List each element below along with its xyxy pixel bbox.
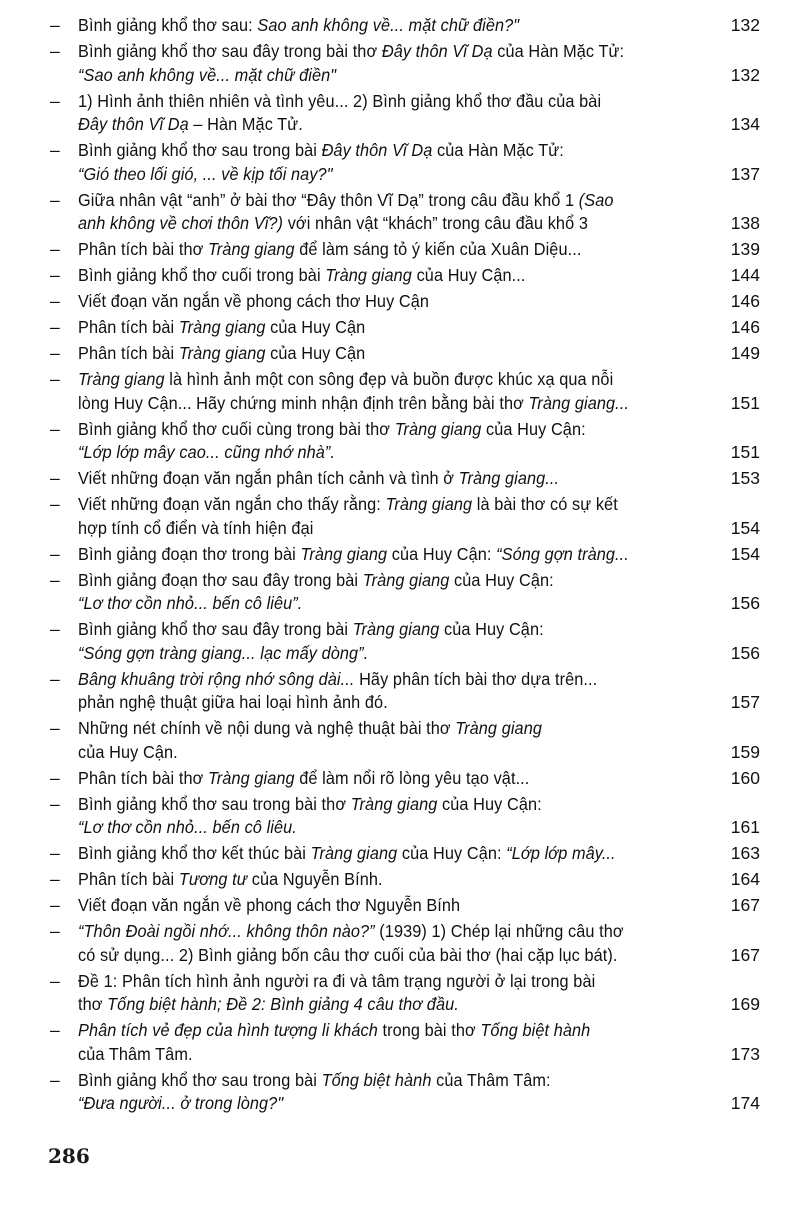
text-segment: Phân tích bài (78, 343, 179, 363)
toc-entry-page: 146 (730, 291, 760, 311)
toc-entry (50, 569, 760, 616)
toc-entry-title (78, 342, 681, 366)
text-segment: Bình giảng khổ thơ sau đây trong bài thơ (78, 41, 382, 61)
toc-entry (50, 238, 760, 262)
toc-entry (50, 90, 760, 137)
toc-entry-page: 157 (730, 692, 760, 712)
toc-entry-title (78, 493, 681, 540)
toc-entry (50, 842, 760, 866)
bullet-dash: – (50, 1020, 60, 1040)
italic-title-segment: Tống biệt hành; Đề 2: Bình giảng 4 câu thơ đầu. (107, 994, 459, 1014)
text-segment: Bình giảng khổ thơ kết thúc bài (78, 843, 311, 863)
toc-entry-page: 132 (730, 64, 760, 85)
toc-entry-page: 138 (730, 213, 760, 233)
italic-title-segment: Tràng giang (350, 793, 438, 814)
text-segment: Những nét chính về nội dung và nghệ thuật bài thơ (78, 718, 456, 738)
toc-entry-title (78, 14, 681, 38)
toc-entry-title (78, 40, 681, 87)
italic-title-segment: Sao anh không về... mặt chữ điền?" (257, 15, 520, 35)
italic-title-segment: “Đưa người... ở trong lòng?" (78, 1093, 284, 1113)
toc-entry-page: 169 (730, 994, 760, 1014)
toc-entry-page: 139 (730, 239, 760, 259)
text-segment: trong bài thơ (377, 1020, 481, 1040)
text-segment: là bài thơ có sự kết (472, 494, 618, 514)
text-segment: với nhân vật “khách” trong câu đầu khổ 3 (283, 213, 588, 233)
toc-entry (50, 493, 760, 540)
bullet-dash: – (50, 41, 60, 61)
text-segment: là hình ảnh một con sông đẹp và buồn được khúc xạ qua nỗi (164, 369, 614, 389)
toc-entry-title (78, 467, 681, 491)
toc-entry (50, 868, 760, 892)
text-segment: Phân tích bài thơ (78, 239, 208, 259)
toc-entry (50, 467, 760, 491)
text-segment: hợp tính cổ điển và tính hiện đại (78, 517, 314, 538)
italic-title-segment: Tràng giang (325, 265, 412, 285)
toc-entry-title (78, 90, 681, 137)
italic-title-segment: “Sóng gợn tràng giang... lạc mấy dòng”. (78, 642, 369, 663)
toc-entry-page: 144 (730, 265, 760, 285)
text-segment: Phân tích bài thơ (78, 767, 208, 788)
toc-entry-title (78, 543, 681, 567)
text-segment: Phân tích bài (78, 869, 179, 889)
toc-entry-page: 167 (730, 895, 760, 915)
text-segment: để làm nổi rõ lòng yêu tạo vật... (294, 767, 530, 788)
toc-entry (50, 668, 760, 715)
toc-entry-page: 161 (730, 817, 760, 837)
bullet-dash: – (50, 895, 60, 915)
toc-entry-title (78, 793, 681, 840)
italic-title-segment: “Sao anh không về... mặt chữ điền" (78, 64, 337, 85)
toc-entry-page: 156 (730, 593, 760, 613)
toc-entry-page: 134 (730, 114, 760, 134)
italic-title-segment: (Sao (578, 189, 614, 210)
toc-entry (50, 618, 760, 665)
toc-entry-page: 137 (730, 163, 760, 184)
text-segment: của Huy Cận. (78, 741, 178, 762)
bullet-dash: – (50, 418, 60, 439)
toc-entry-title (78, 920, 681, 967)
italic-title-segment: Đây thôn Vĩ Dạ (381, 41, 493, 61)
toc-entry-title (78, 894, 681, 918)
toc-entry-title (78, 1019, 681, 1066)
text-segment: Viết đoạn văn ngắn về phong cách thơ Huy Cận (78, 291, 430, 311)
bullet-dash: – (50, 718, 60, 738)
toc-entry-title (78, 238, 681, 262)
toc-entry (50, 767, 760, 791)
bullet-dash: – (50, 494, 60, 514)
bullet-dash: – (50, 239, 60, 259)
text-segment: của Hàn Mặc Tử: (432, 140, 564, 160)
toc-entry-title (78, 767, 681, 791)
bullet-dash: – (50, 15, 60, 35)
toc-entry (50, 40, 760, 87)
toc-entry-page: 173 (730, 1043, 760, 1064)
toc-entry (50, 368, 760, 415)
italic-title-segment: “Lớp lớp mây... (506, 843, 616, 863)
toc-entry (50, 717, 760, 764)
text-segment: thơ (78, 994, 108, 1014)
toc-entry-page: 149 (730, 343, 760, 363)
toc-entry (50, 920, 760, 967)
text-segment: (1939) 1) Chép lại những câu thơ (374, 921, 624, 941)
italic-title-segment: Tràng giang (385, 494, 473, 514)
bullet-dash: – (50, 140, 60, 160)
text-segment: Viết những đoạn văn ngắn phân tích cảnh và tình ở (78, 468, 459, 488)
text-segment: của Huy Cận: (437, 793, 542, 814)
toc-entry-page: 153 (730, 468, 760, 488)
table-of-contents (50, 14, 760, 1118)
bullet-dash: – (50, 468, 60, 488)
text-segment: của Huy Cận: (387, 543, 497, 564)
italic-title-segment: Tràng giang (300, 543, 388, 564)
text-segment: của Huy Cận (265, 343, 366, 363)
bullet-dash: – (50, 970, 60, 991)
toc-entry-page: 174 (730, 1093, 760, 1113)
toc-entry-title (78, 189, 681, 236)
toc-entry-title (78, 290, 681, 314)
text-segment: Phân tích bài (78, 317, 179, 337)
toc-entry-page: 154 (730, 543, 760, 564)
text-segment: có sử dụng... 2) Bình giảng bốn câu thơ cuối của bài thơ (hai cặp lục bát). (78, 944, 618, 965)
toc-entry (50, 793, 760, 840)
italic-title-segment: Tràng giang (178, 343, 266, 363)
bullet-dash: – (50, 189, 60, 210)
toc-entry (50, 1069, 760, 1116)
italic-title-segment: anh không về chơi thôn Vĩ?) (78, 213, 284, 233)
toc-entry-page: 164 (730, 869, 760, 889)
italic-title-segment: “Thôn Đoài ngồi nhớ... không thôn nào?” (78, 921, 375, 941)
toc-entry-title (78, 316, 681, 340)
toc-entry-page: 146 (730, 317, 760, 337)
italic-title-segment: Tràng giang (362, 569, 450, 590)
bullet-dash: – (50, 869, 60, 889)
italic-title-segment: Tràng giang (310, 843, 398, 863)
toc-entry-page: 154 (730, 517, 760, 538)
text-segment: của Huy Cận: (449, 569, 554, 590)
bullet-dash: – (50, 793, 60, 814)
toc-entry (50, 1019, 760, 1066)
text-segment: Bình giảng đoạn thơ sau đây trong bài (78, 569, 363, 590)
toc-entry (50, 342, 760, 366)
bullet-dash: – (50, 265, 60, 285)
text-segment: – Hàn Mặc Tử. (188, 114, 303, 134)
page-number: 286 (48, 1144, 90, 1168)
text-segment: Viết đoạn văn ngắn về phong cách thơ Nguyễn Bính (78, 895, 461, 915)
italic-title-segment: Tràng giang (394, 418, 482, 439)
italic-title-segment: Tràng giang (78, 369, 165, 389)
text-segment: Đề 1: Phân tích hình ảnh người ra đi và tâm trạng người ở lại trong bài (78, 970, 596, 991)
bullet-dash: – (50, 317, 60, 337)
italic-title-segment: “Gió theo lối gió, ... về kịp tối nay?" (78, 163, 333, 184)
text-segment: Bình giảng khổ thơ cuối trong bài (78, 265, 326, 285)
bullet-dash: – (50, 343, 60, 363)
italic-title-segment: Đây thôn Vĩ Dạ (321, 140, 433, 160)
toc-entry (50, 418, 760, 465)
text-segment: của Huy Cận: (439, 619, 544, 639)
text-segment: Bình giảng khổ thơ sau trong bài (78, 140, 322, 160)
text-segment: của Hàn Mặc Tử: (492, 41, 625, 61)
toc-entry-title (78, 368, 681, 415)
toc-entry (50, 264, 760, 288)
toc-entry (50, 14, 760, 38)
italic-title-segment: Tràng giang (178, 317, 266, 337)
italic-title-segment: “Sóng gợn tràng... (496, 543, 629, 564)
toc-entry-title (78, 717, 681, 764)
text-segment: của Thâm Tâm: (431, 1069, 551, 1090)
bullet-dash: – (50, 291, 60, 311)
text-segment: Viết những đoạn văn ngắn cho thấy rằng: (78, 494, 386, 514)
italic-title-segment: Tràng giang (207, 767, 295, 788)
text-segment: Giữa nhân vật “anh” ở bài thơ “Đây thôn Vĩ Dạ” trong câu đầu khổ 1 (78, 189, 579, 210)
bullet-dash: – (50, 90, 60, 111)
bullet-dash: – (50, 543, 60, 564)
text-segment: Bình giảng khổ thơ sau trong bài thơ (78, 793, 351, 814)
bullet-dash: – (50, 767, 60, 788)
toc-entry-page: 163 (730, 843, 760, 863)
italic-title-segment: Tống biệt hành (321, 1069, 432, 1090)
text-segment: của Huy Cận: (481, 418, 586, 439)
bullet-dash: – (50, 619, 60, 639)
italic-title-segment: Đây thôn Vĩ Dạ (78, 114, 189, 134)
toc-entry-page: 160 (730, 767, 760, 788)
italic-title-segment: Tràng giang... (528, 392, 630, 413)
text-segment: để làm sáng tỏ ý kiến của Xuân Diệu... (294, 239, 582, 259)
toc-entry-title (78, 569, 681, 616)
toc-entry-title (78, 418, 681, 465)
toc-entry (50, 543, 760, 567)
toc-entry (50, 970, 760, 1017)
italic-title-segment: Tống biệt hành (480, 1020, 591, 1040)
bullet-dash: – (50, 569, 60, 590)
bullet-dash: – (50, 921, 60, 941)
italic-title-segment: Tràng giang... (458, 468, 560, 488)
toc-entry-page: 132 (730, 15, 760, 35)
toc-entry-page: 151 (730, 442, 760, 462)
text-segment: của Huy Cận... (411, 265, 526, 285)
text-segment: của Nguyễn Bính. (247, 869, 383, 889)
toc-entry (50, 189, 760, 236)
italic-title-segment: Tương tư (178, 869, 248, 889)
italic-title-segment: Phân tích vẻ đẹp của hình tượng li khách (78, 1020, 378, 1040)
toc-entry-title (78, 618, 681, 665)
text-segment: Bình giảng khổ thơ sau trong bài (78, 1069, 322, 1090)
toc-entry-page: 167 (730, 944, 760, 965)
text-segment: Bình giảng đoạn thơ trong bài (78, 543, 301, 564)
toc-entry-page: 159 (730, 741, 760, 762)
toc-entry-title (78, 1069, 681, 1116)
italic-title-segment: Tràng giang (455, 718, 542, 738)
toc-entry-title (78, 970, 681, 1017)
text-segment: của Thâm Tâm. (78, 1043, 193, 1064)
toc-entry-title (78, 139, 681, 186)
italic-title-segment: “Lơ thơ cồn nhỏ... bến cô liêu”. (78, 593, 303, 613)
text-segment: của Huy Cận: (397, 843, 507, 863)
text-segment: 1) Hình ảnh thiên nhiên và tình yêu... 2) Bình giảng khổ thơ đầu của bài (78, 90, 602, 111)
bullet-dash: – (50, 843, 60, 863)
toc-entry (50, 139, 760, 186)
bullet-dash: – (50, 668, 60, 689)
toc-entry (50, 316, 760, 340)
text-segment: Bình giảng khổ thơ sau: (78, 15, 258, 35)
bullet-dash: – (50, 1069, 60, 1090)
toc-entry (50, 894, 760, 918)
toc-entry-page: 156 (730, 642, 760, 663)
toc-entry-page: 151 (730, 392, 760, 413)
text-segment: Bình giảng khổ thơ cuối cùng trong bài thơ (78, 418, 395, 439)
italic-title-segment: Bâng khuâng trời rộng nhớ sông dài... (78, 668, 355, 689)
text-segment: của Huy Cận (265, 317, 366, 337)
text-segment: lòng Huy Cận... Hãy chứng minh nhận định trên bằng bài thơ (78, 392, 529, 413)
text-segment: phản nghệ thuật giữa hai loại hình ảnh đó. (78, 692, 388, 712)
toc-entry-title (78, 842, 681, 866)
italic-title-segment: “Lớp lớp mây cao... cũng nhớ nhà”. (78, 442, 336, 462)
bullet-dash: – (50, 369, 60, 389)
italic-title-segment: “Lơ thơ cồn nhỏ... bến cô liêu. (78, 817, 297, 837)
italic-title-segment: Tràng giang (207, 239, 295, 259)
toc-entry-title (78, 868, 681, 892)
toc-entry-title (78, 264, 681, 288)
italic-title-segment: Tràng giang (352, 619, 440, 639)
toc-entry-title (78, 668, 681, 715)
text-segment: Bình giảng khổ thơ sau đây trong bài (78, 619, 353, 639)
toc-entry (50, 290, 760, 314)
text-segment: Hãy phân tích bài thơ dựa trên... (354, 668, 598, 689)
